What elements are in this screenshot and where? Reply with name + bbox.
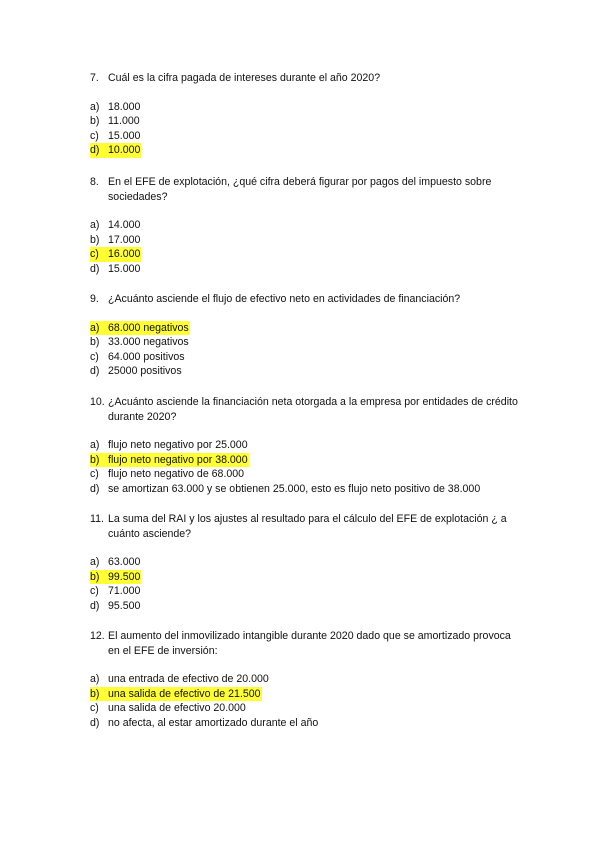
option-a bbox=[90, 438, 520, 453]
option-letter: c) bbox=[90, 585, 99, 597]
option-b-highlighted bbox=[90, 453, 249, 468]
question-number: 10. bbox=[90, 396, 105, 408]
option-text: 14.000 bbox=[108, 219, 141, 231]
option-text: 15.000 bbox=[108, 129, 141, 142]
question-body: El aumento del inmovilizado intangible durante 2020 dado que se amortizado provoca en el EFE de inversión: bbox=[108, 630, 511, 657]
option-text: no afecta, al estar amortizado durante el año bbox=[108, 716, 319, 729]
option-letter: c) bbox=[90, 350, 99, 363]
option-d bbox=[90, 599, 520, 614]
question-text bbox=[90, 292, 520, 307]
option-letter: b) bbox=[90, 233, 100, 246]
options-list bbox=[90, 555, 520, 613]
option-text: una salida de efectivo 20.000 bbox=[108, 702, 246, 714]
option-text: una salida de efectivo de 21.500 bbox=[108, 687, 261, 700]
options-list bbox=[90, 672, 520, 730]
option-text: 64.000 positivos bbox=[108, 350, 185, 363]
question-text bbox=[90, 395, 520, 424]
option-a-highlighted bbox=[90, 321, 190, 336]
question-body: En el EFE de explotación, ¿qué cifra deberá figurar por pagos del impuesto sobre sociedades? bbox=[108, 176, 492, 203]
options-list bbox=[90, 218, 520, 276]
option-letter: c) bbox=[90, 129, 99, 142]
option-text: 33.000 negativos bbox=[108, 336, 189, 348]
option-c bbox=[90, 350, 520, 365]
question-12 bbox=[90, 629, 520, 730]
options-list bbox=[90, 321, 520, 379]
option-text: 16.000 bbox=[108, 248, 141, 260]
option-text: 15.000 bbox=[108, 262, 141, 275]
option-d bbox=[90, 716, 520, 731]
option-letter: a) bbox=[90, 100, 100, 113]
option-letter: b) bbox=[90, 570, 100, 583]
option-d bbox=[90, 364, 520, 379]
option-letter: c) bbox=[90, 702, 99, 714]
question-body: La suma del RAI y los ajustes al resultado para el cálculo del EFE de explotación ¿ a cuánto asciende? bbox=[108, 513, 507, 540]
question-11 bbox=[90, 512, 520, 613]
question-9 bbox=[90, 292, 520, 379]
option-letter: c) bbox=[90, 468, 99, 480]
option-text: 71.000 bbox=[108, 585, 141, 597]
option-text: 95.500 bbox=[108, 599, 141, 612]
question-body: ¿Acuánto asciende la financiación neta otorgada a la empresa por entidades de crédito durante 2020? bbox=[108, 396, 518, 423]
question-number: 11. bbox=[90, 513, 104, 525]
option-letter: a) bbox=[90, 439, 100, 451]
option-text: flujo neto negativo por 25.000 bbox=[108, 439, 248, 451]
option-letter: d) bbox=[90, 262, 100, 275]
option-b-highlighted bbox=[90, 570, 141, 585]
option-b bbox=[90, 233, 520, 248]
question-text bbox=[90, 175, 520, 204]
option-letter: d) bbox=[90, 599, 100, 612]
question-text bbox=[90, 629, 520, 658]
option-c bbox=[90, 701, 520, 716]
question-number: 7. bbox=[90, 72, 99, 84]
option-b-highlighted bbox=[90, 687, 262, 702]
option-letter: a) bbox=[90, 673, 100, 685]
question-number: 8. bbox=[90, 176, 99, 188]
option-b bbox=[90, 335, 520, 350]
option-text: 18.000 bbox=[108, 100, 141, 113]
option-b bbox=[90, 114, 520, 129]
option-a bbox=[90, 100, 520, 115]
question-body: ¿Acuánto asciende el flujo de efectivo neto en actividades de financiación? bbox=[108, 293, 461, 305]
option-d bbox=[90, 482, 520, 497]
option-text: una entrada de efectivo de 20.000 bbox=[108, 673, 269, 685]
option-letter: d) bbox=[90, 365, 100, 377]
option-d bbox=[90, 262, 520, 277]
option-text: flujo neto negativo por 38.000 bbox=[108, 453, 248, 466]
option-a bbox=[90, 555, 520, 570]
question-text bbox=[90, 512, 520, 541]
question-number: 12. bbox=[90, 630, 105, 642]
question-7 bbox=[90, 71, 520, 158]
question-text bbox=[90, 71, 520, 86]
option-letter: a) bbox=[90, 219, 100, 231]
option-letter: d) bbox=[90, 482, 100, 495]
option-text: 11.000 bbox=[108, 115, 140, 127]
option-letter: b) bbox=[90, 115, 100, 127]
option-text: 68.000 negativos bbox=[108, 321, 189, 334]
options-list bbox=[90, 438, 520, 496]
option-text: 99.500 bbox=[108, 570, 141, 583]
option-letter: a) bbox=[90, 556, 100, 568]
option-c bbox=[90, 467, 520, 482]
question-10 bbox=[90, 395, 520, 496]
option-a bbox=[90, 672, 520, 687]
option-c bbox=[90, 584, 520, 599]
option-c bbox=[90, 129, 520, 144]
option-text: 63.000 bbox=[108, 556, 141, 568]
option-text: 25000 positivos bbox=[108, 365, 182, 377]
option-a bbox=[90, 218, 520, 233]
question-8 bbox=[90, 175, 520, 276]
question-number: 9. bbox=[90, 293, 99, 305]
option-text: flujo neto negativo de 68.000 bbox=[108, 468, 245, 480]
option-letter: a) bbox=[90, 321, 100, 334]
option-text: se amortizan 63.000 y se obtienen 25.000, esto es flujo neto positivo de 38.000 bbox=[108, 482, 481, 495]
option-letter: c) bbox=[90, 248, 99, 260]
option-text: 17.000 bbox=[108, 233, 141, 246]
option-letter: d) bbox=[90, 144, 100, 156]
option-letter: b) bbox=[90, 687, 100, 700]
option-letter: b) bbox=[90, 336, 100, 348]
option-letter: b) bbox=[90, 453, 100, 466]
question-body: Cuál es la cifra pagada de intereses durante el año 2020? bbox=[108, 72, 381, 84]
option-c-highlighted bbox=[90, 247, 141, 262]
option-d-highlighted bbox=[90, 143, 141, 158]
option-letter: d) bbox=[90, 716, 100, 729]
options-list bbox=[90, 100, 520, 158]
option-text: 10.000 bbox=[108, 144, 141, 156]
